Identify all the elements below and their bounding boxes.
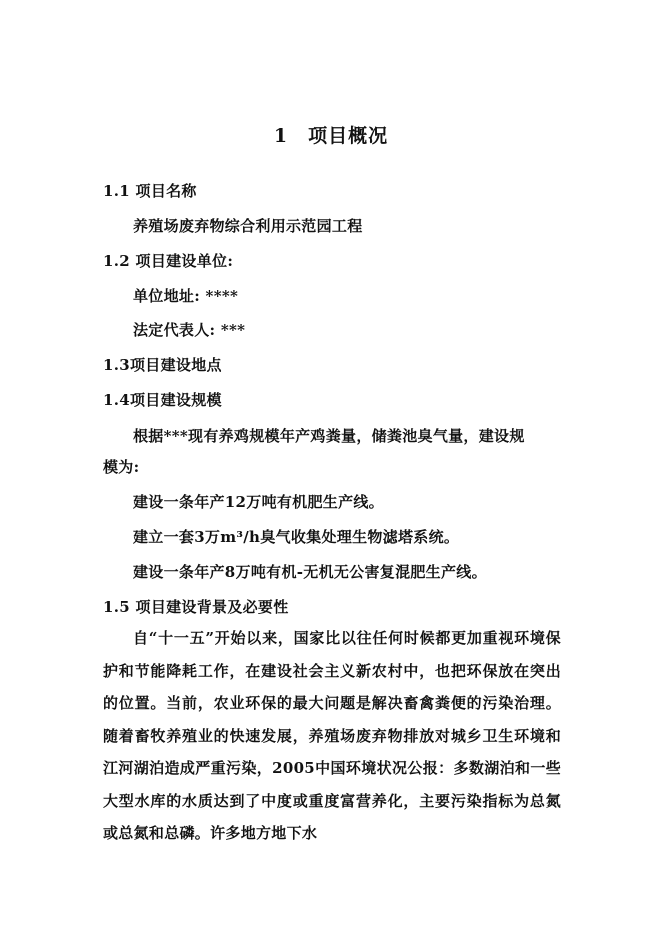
section-1-1-heading: 1.1 项目名称 [103, 182, 197, 200]
project-name: 养殖场废弃物综合利用示范园工程 [133, 217, 363, 235]
scale-intro-line-1: 根据***现有养鸡规模年产鸡粪量，储粪池臭气量，建设规 [133, 427, 525, 445]
section-1-3-heading: 1.3项目建设地点 [103, 356, 222, 374]
scale-item-3: 建设一条年产8万吨有机-无机无公害复混肥生产线。 [133, 563, 487, 581]
scale-intro-line-2: 模为: [103, 458, 140, 476]
scale-item-2: 建立一套3万m³/h臭气收集处理生物滤塔系统。 [133, 528, 460, 546]
page-title: 1 项目概况 [273, 125, 389, 147]
background-paragraph: 自“十一五”开始以来，国家比以往任何时候都更加重视环境保护和节能降耗工作，在建设社会主义新农村中，也把环保放在突出的位置。当前，农业环保的最大问题是解决畜禽粪便的污染治理。随着畜牧养殖业的快速发展，养殖场废弃物排放对城乡卫生环境和江河湖泊造成严重污染，2005中国环境状况公报：多数湖泊和一些大型水库的水质达到了中度或重度富营养化，主要污染指标为总氮或总氮和总磷。许多地方地下水 [103, 629, 561, 842]
section-1-4-heading: 1.4项目建设规模 [103, 391, 222, 409]
scale-item-1: 建设一条年产12万吨有机肥生产线。 [133, 493, 384, 511]
section-1-2-heading: 1.2 项目建设单位: [103, 252, 234, 270]
unit-address: 单位地址: **** [133, 287, 239, 305]
legal-representative: 法定代表人: *** [133, 321, 246, 339]
section-1-5-heading: 1.5 项目建设背景及必要性 [103, 598, 289, 616]
